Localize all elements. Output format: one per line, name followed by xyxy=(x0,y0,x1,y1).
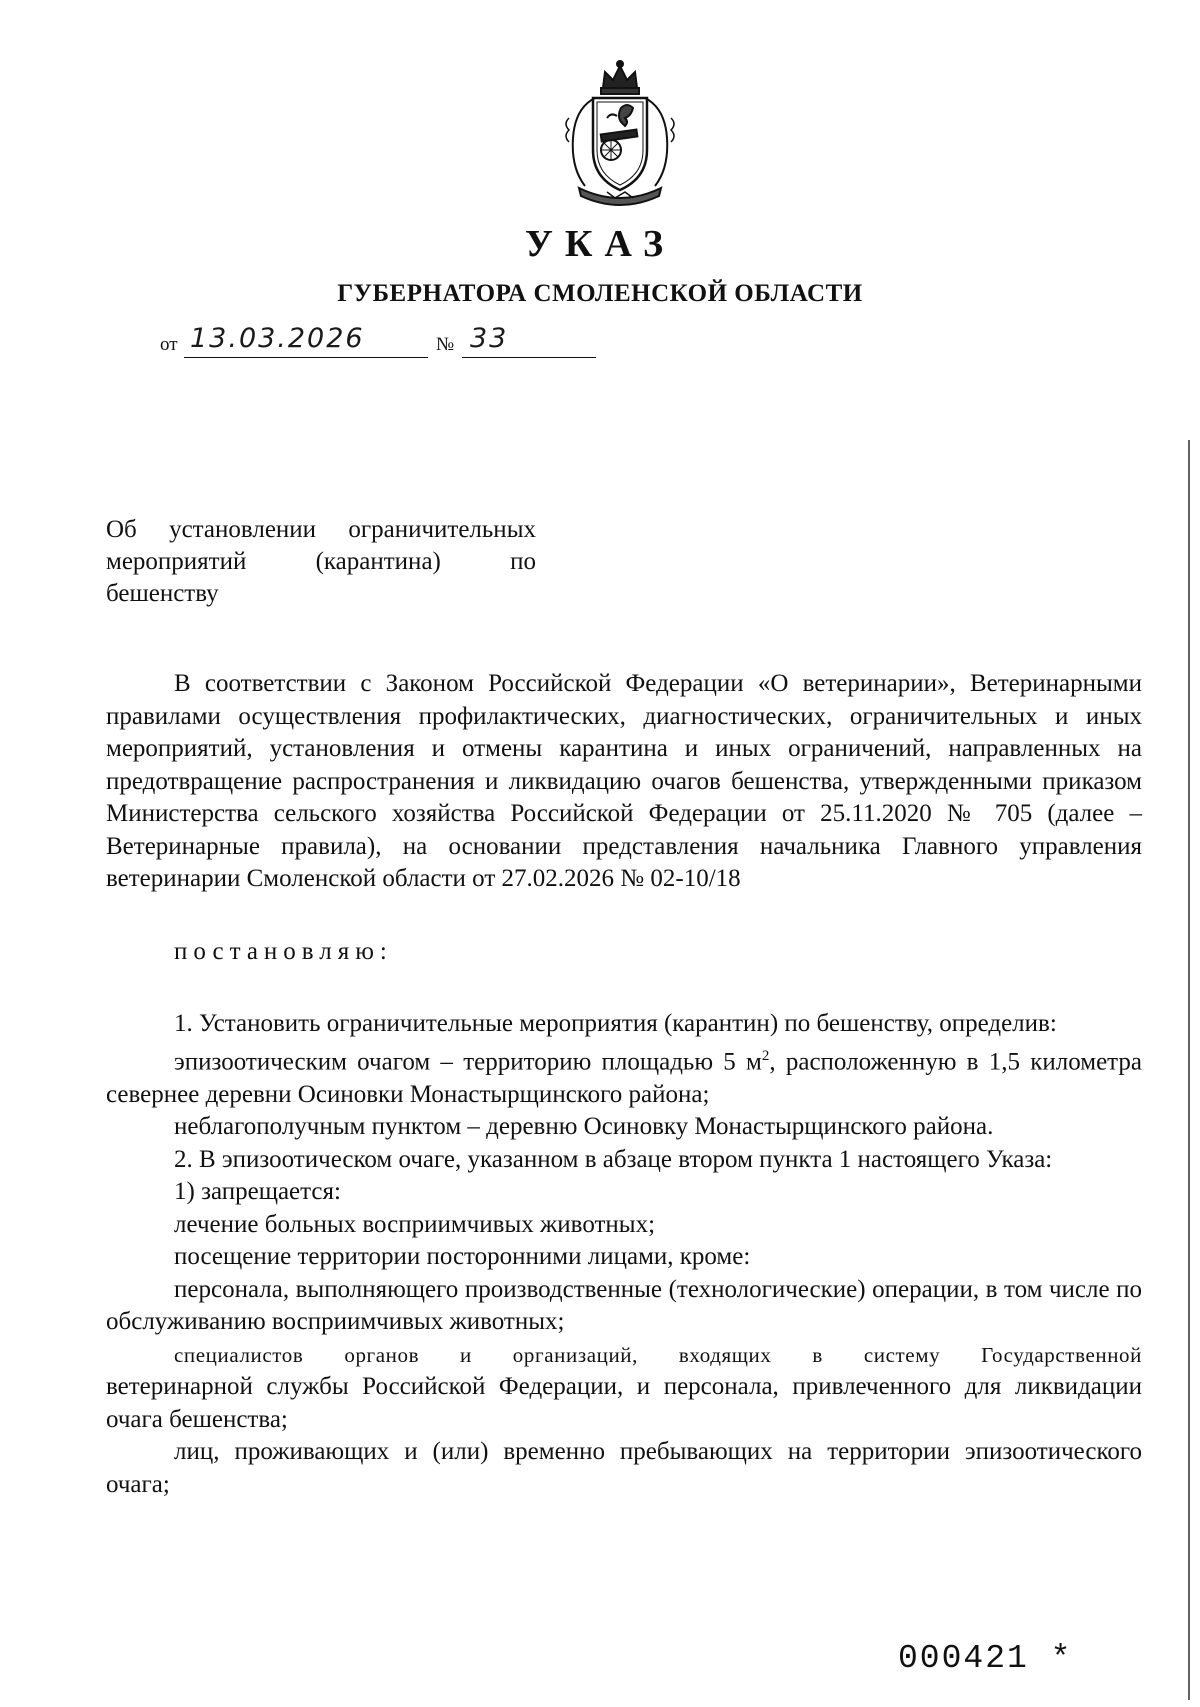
number-prefix: № xyxy=(436,334,455,355)
decree-word: постановляю: xyxy=(174,937,393,965)
item-1: 1. Установить ограничительные мероприятия (карантин) по бешенству, определив: xyxy=(174,1009,1057,1037)
heading-word: (карантина) xyxy=(315,548,441,575)
item-2-1-b: посещение территории посторонними лицами, кроме: xyxy=(174,1243,751,1271)
scan-edge-line xyxy=(1188,440,1190,1700)
heading-word: мероприятий xyxy=(106,548,247,575)
item-2-1-a: лечение больных восприимчивых животных; xyxy=(174,1210,656,1238)
document-heading xyxy=(106,514,536,610)
date-number-line xyxy=(160,323,600,360)
serial-number: 000421 * xyxy=(898,1640,1073,1677)
item-1-focus xyxy=(106,1040,1142,1111)
number-handwritten: 33 xyxy=(470,323,509,354)
date-handwritten: 13.03.2026 xyxy=(190,323,365,354)
document-body xyxy=(106,668,1142,1501)
heading-word: по xyxy=(510,548,536,575)
item-2-1-b2-rest: ветеринарной службы Российской Федерации, и персонала, привлеченного для ликвидации очага бешенства; xyxy=(106,1373,1142,1433)
item-2-1-b1: персонала, выполняющего производственные (технологические) операции, в том числе по обслуживанию восприимчивых животных; xyxy=(106,1275,1142,1336)
document-title: УКАЗ xyxy=(525,223,675,265)
heading-line: бешенству xyxy=(106,580,219,607)
item-1-point: неблагополучным пунктом – деревню Осиновку Монастырщинского района. xyxy=(174,1113,994,1141)
preamble-paragraph: В соответствии с Законом Российской Федерации «О ветеринарии», Ветеринарными правилами осуществления профилактических, диагностических, ограничительных и иных мероприятий, установления и отмены карантина и иных ограничений, направленных на предотвращение распространения и ликвидацию очагов бешенства, утвержденными приказом Министерства сельского хозяйства Российской Федерации от 25.11.2020 № 705 (далее – Ветеринарные правила), на основании представления начальника Главного управления ветеринарии Смоленской области от 27.02.2026 № 02-10/18 xyxy=(106,670,1142,892)
date-underline xyxy=(184,357,428,359)
heading-line: Об установлении ограничительных xyxy=(106,516,536,543)
item-2-1: 1) запрещается: xyxy=(174,1178,341,1206)
heading-line xyxy=(106,546,536,578)
item-1-focus-text: , расположенную в 1,5 километра севернее деревни Осиновки Монастырщинского района; xyxy=(106,1048,1143,1108)
document-subtitle: ГУБЕРНАТОРА СМОЛЕНСКОЙ ОБЛАСТИ xyxy=(337,280,863,307)
date-prefix: от xyxy=(160,334,178,355)
superscript: 2 xyxy=(761,1048,770,1064)
number-underline xyxy=(462,357,596,359)
coat-of-arms-emblem xyxy=(555,58,685,208)
item-1-focus-text: эпизоотическим очагом – территорию площадью 5 м xyxy=(174,1048,762,1076)
item-2-1-b3: лиц, проживающих и (или) временно пребывающих на территории эпизоотического очага; xyxy=(106,1438,1142,1498)
item-2: 2. В эпизоотическом очаге, указанном в абзаце втором пункта 1 настоящего Указа: xyxy=(174,1145,1053,1173)
item-2-1-b2-start: специалистов органов и организаций, входящих в систему Государственной xyxy=(174,1342,1142,1367)
